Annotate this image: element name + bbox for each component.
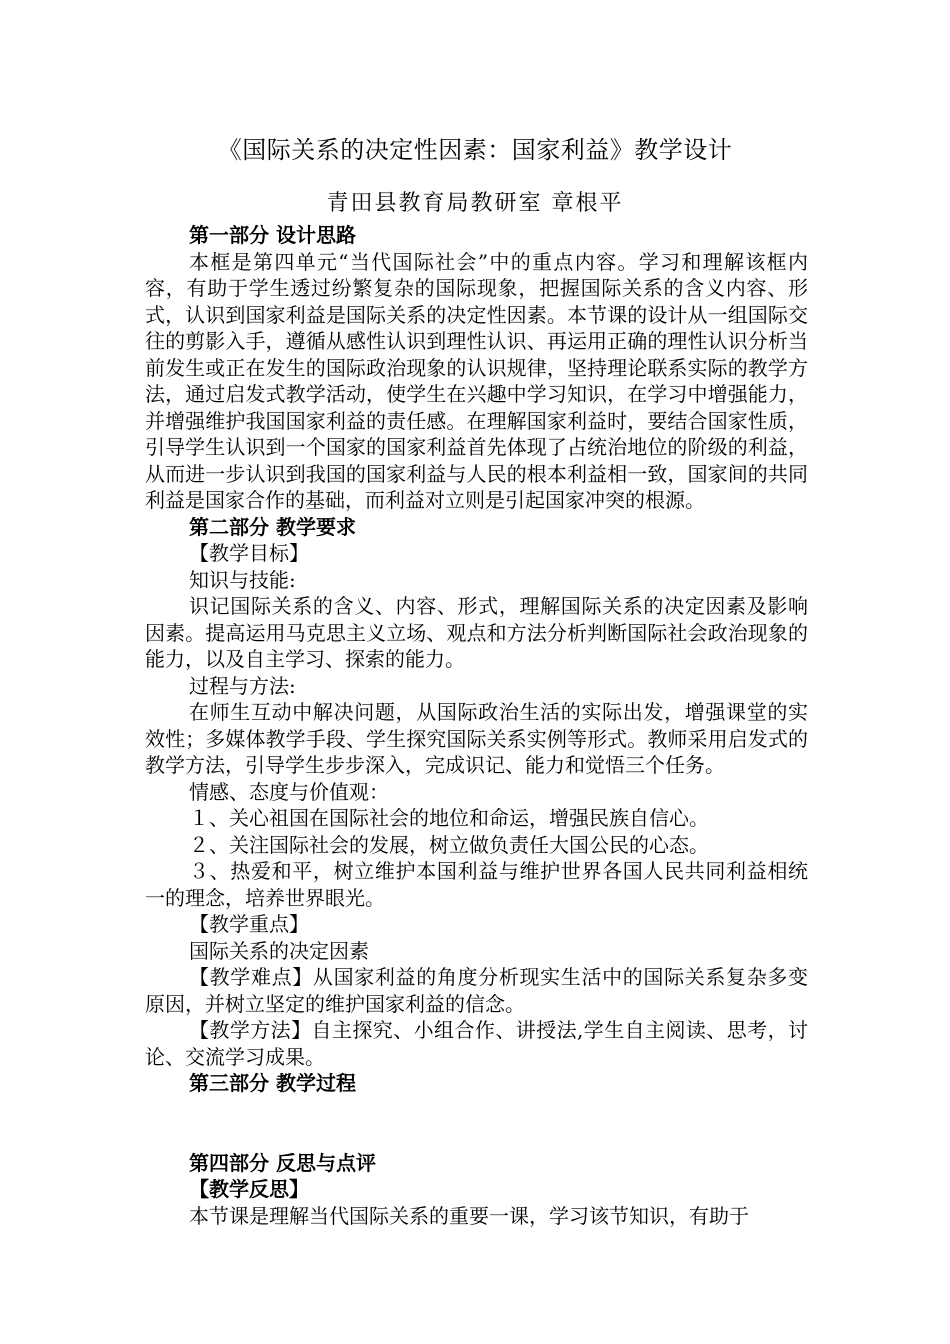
document-title: 《国际关系的决定性因素：国家利益》教学设计 [217, 136, 733, 164]
part1-paragraph: 本框是第四单元“当代国际社会”中的重点内容。学习和理解该框内容，有助于学生透过纷繁复杂的国际现象，把握国际关系的含义内容、形式，认识到国家利益是国际关系的决定性因素。本节课的设计从一组国际交往的剪影入手，遵循从感性认识到理性认识、再运用正确的理性认识分析当前发生或正在发生的国际政治现象的认识规律，坚持理论联系实际的教学方法，通过启发式教学活动，使学生在兴趣中学习知识，在学习中增强能力，并增强维护我国国家利益的责任感。在理解国家利益时，要结合国家性质，引导学生认识到一个国家的国家利益首先体现了占统治地位的阶级的利益，从而进一步认识到我国的国家利益与人民的根本利益相一致，国家间的共同利益是国家合作的基础，而利益对立则是引起国家冲突的根源。 [145, 249, 808, 512]
document-author: 青田县教育局教研室 章根平 [326, 191, 624, 216]
knowledge-paragraph: 识记国际关系的含义、内容、形式，理解国际关系的决定因素及影响因素。提高运用马克思主义立场、观点和方法分析判断国际社会政治现象的能力，以及自主学习、探索的能力。 [145, 594, 808, 671]
reflection-paragraph: 本节课是理解当代国际关系的重要一课，学习该节知识，有助于 [189, 1203, 749, 1228]
part4-heading: 第四部分 反思与点评 [189, 1150, 376, 1175]
emotion-item-3: ３、热爱和平，树立维护本国利益与维护世界各国人民共同利益相统一的理念，培养世界眼光。 [145, 859, 808, 910]
process-paragraph: 在师生互动中解决问题，从国际政治生活的实际出发，增强课堂的实效性；多媒体教学手段、学生探究国际关系实例等形式。教师采用启发式的教学方法，引导学生步步深入，完成识记、能力和觉悟三个任务。 [145, 700, 808, 777]
part3-heading: 第三部分 教学过程 [189, 1071, 356, 1095]
blank-space [145, 1097, 808, 1150]
emotion-item-2: ２、关注国际社会的发展，树立做负责任大国公民的心态。 [189, 832, 709, 857]
process-label: 过程与方法: [189, 673, 296, 698]
difficulty-paragraph: 【教学难点】从国家利益的角度分析现实生活中的国际关系复杂多变原因，并树立坚定的维护国家利益的信念。 [145, 965, 808, 1016]
document-body [145, 222, 808, 1229]
keypoint-label: 【教学重点】 [189, 912, 309, 936]
emotion-label: 情感、态度与价值观： [189, 779, 389, 804]
knowledge-label: 知识与技能: [189, 567, 296, 592]
keypoint-text: 国际关系的决定因素 [189, 938, 369, 963]
goals-label: 【教学目标】 [189, 541, 309, 565]
reflection-label: 【教学反思】 [189, 1177, 309, 1201]
emotion-item-1: １、关心祖国在国际社会的地位和命运，增强民族自信心。 [189, 806, 709, 830]
part2-heading: 第二部分 教学要求 [189, 514, 356, 539]
method-paragraph: 【教学方法】自主探究、小组合作、讲授法,学生自主阅读、思考，讨论、交流学习成果。 [145, 1018, 808, 1069]
part1-heading: 第一部分 设计思路 [189, 223, 356, 247]
